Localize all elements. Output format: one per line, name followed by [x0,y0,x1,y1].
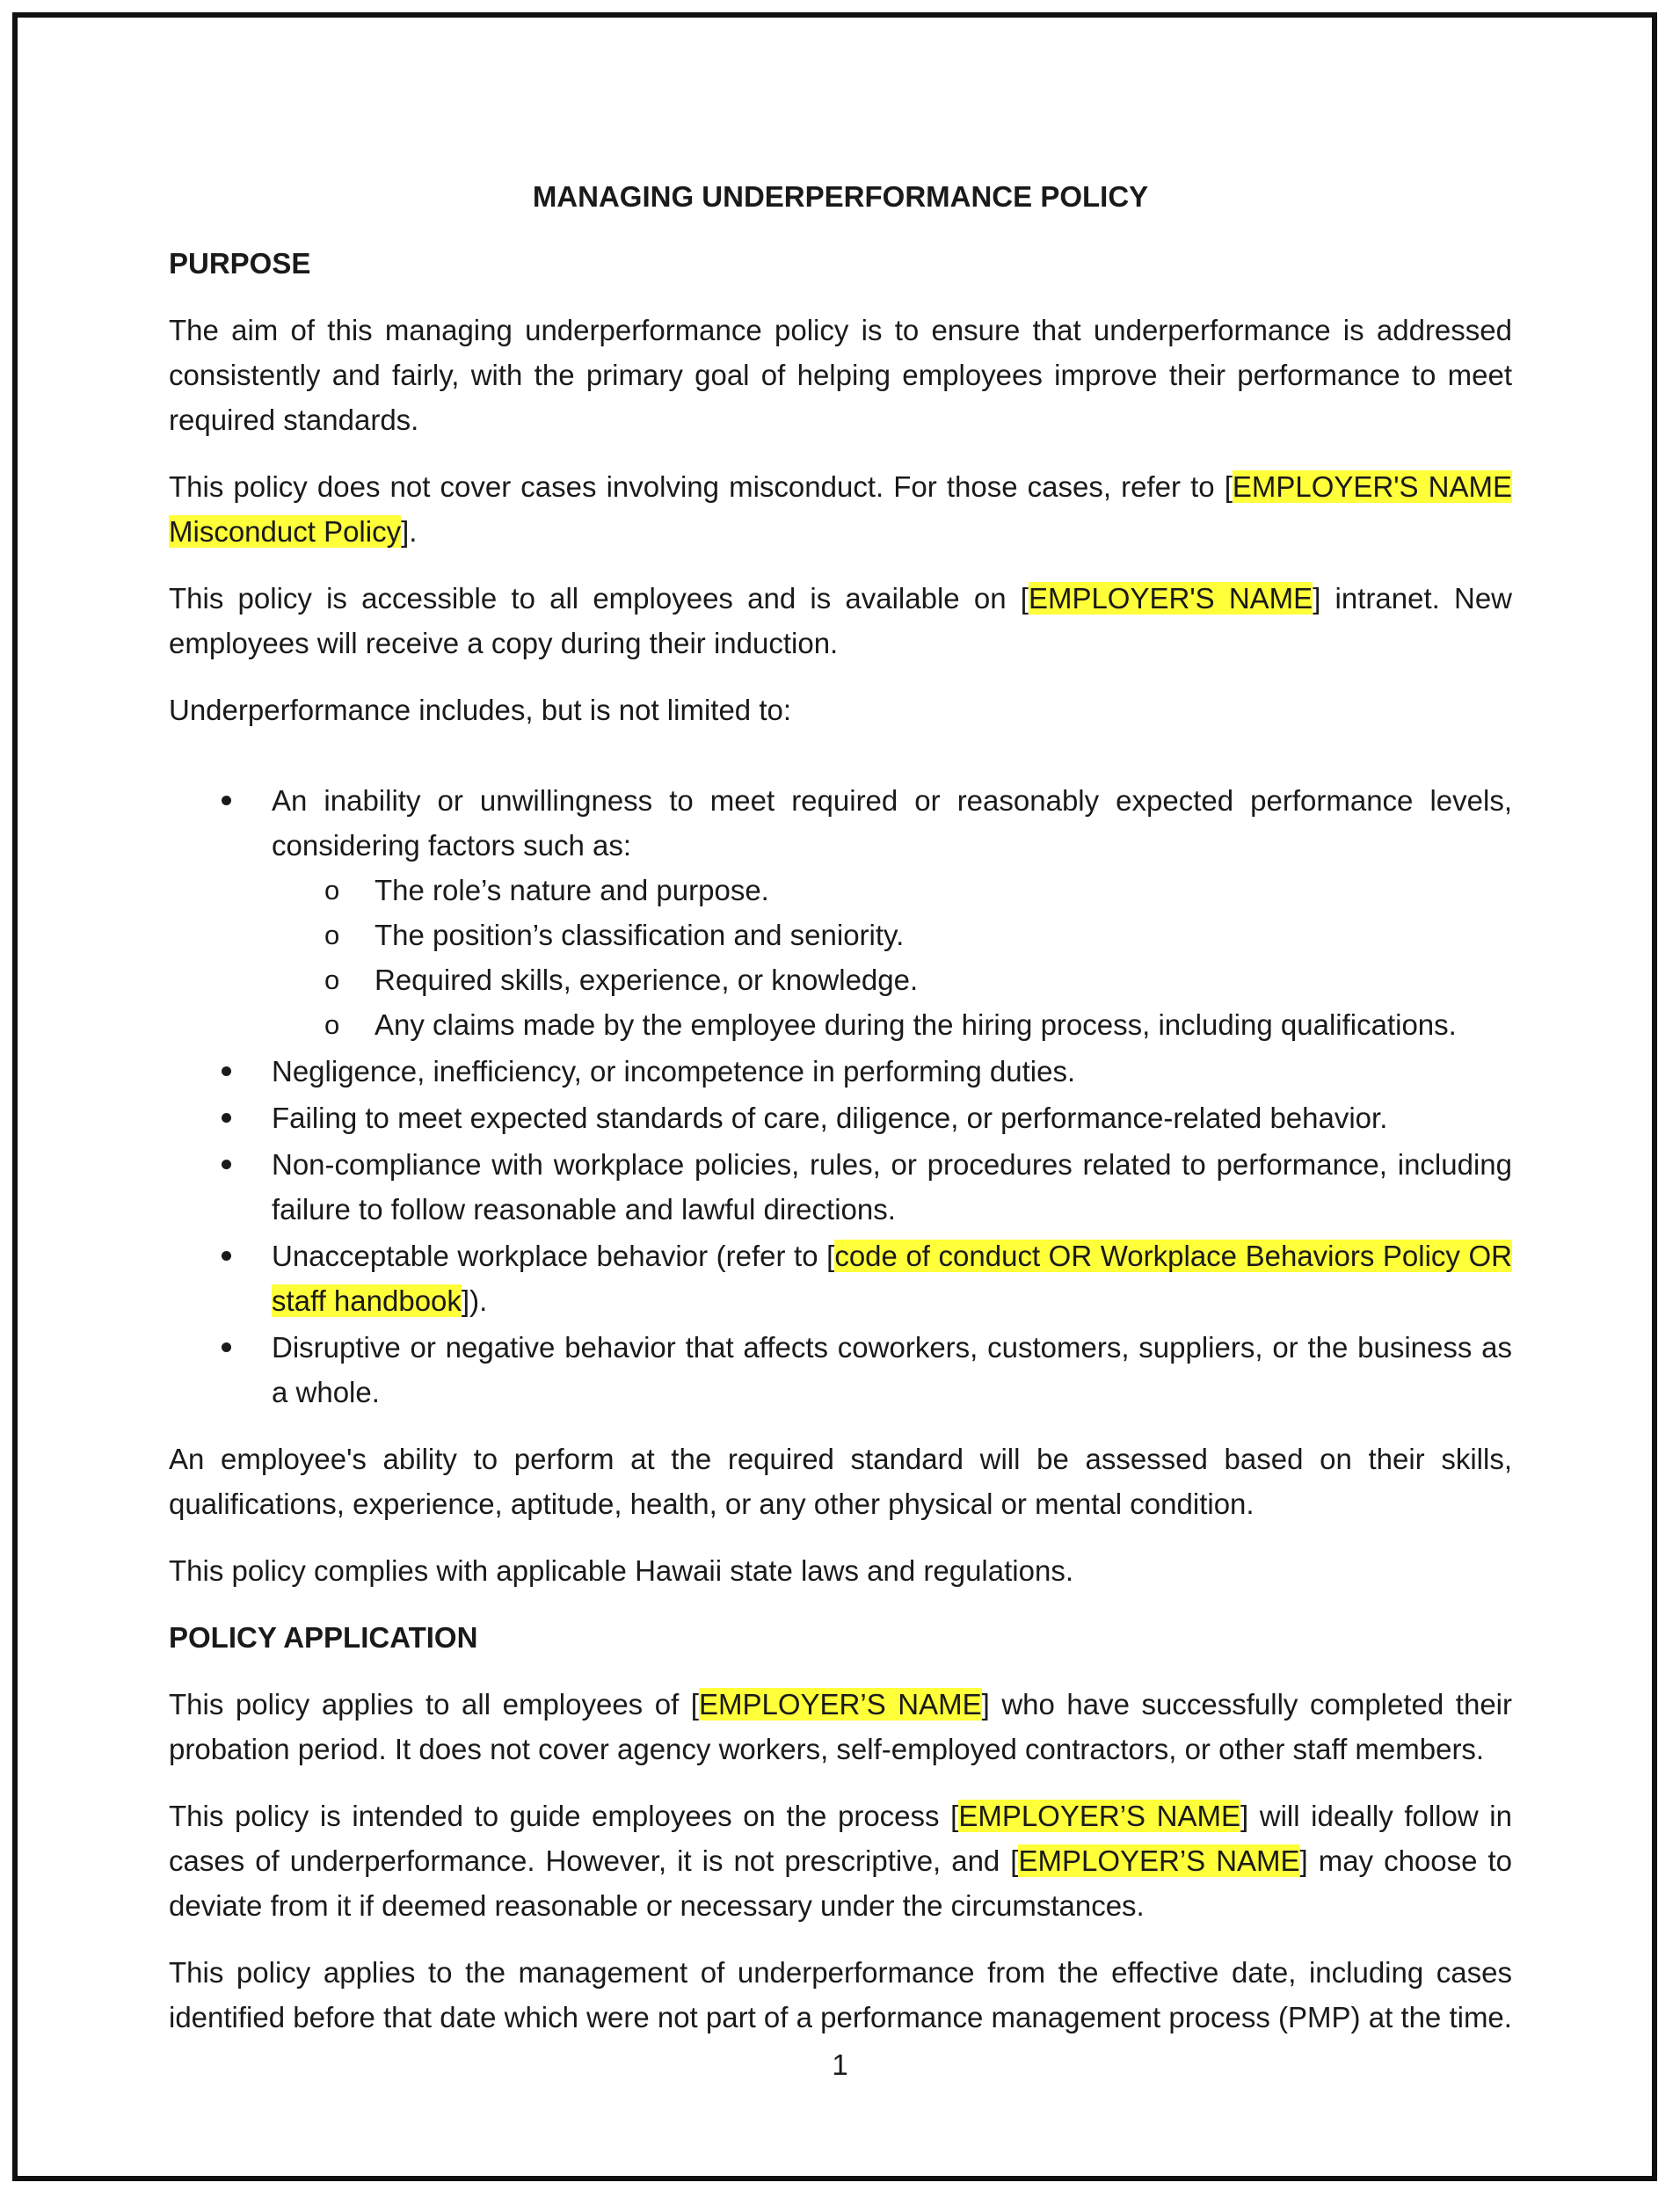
placeholder-highlight: EMPLOYER’S NAME [1018,1844,1300,1877]
underperformance-list [169,778,1512,1415]
text-segment: Unacceptable workplace behavior (refer to [ [272,1240,835,1272]
text-segment: ] may choose to deviate from it if deemed reasonable or necessary under the circumstances. [169,1844,1512,1922]
document-body [169,174,1512,2062]
placeholder-highlight: EMPLOYER'S NAME [1028,582,1313,615]
purpose-paragraph-compliance: This policy complies with applicable Hawaii state laws and regulations. [169,1554,1073,1587]
text-segment: ] intranet. New employees will receive a copy during their induction. [169,582,1513,659]
list-item [169,1095,1512,1140]
text-segment: ] will ideally follow in cases of underperformance. However, it is not prescriptive, and [ [169,1800,1512,1877]
bullet-icon [222,796,231,805]
placeholder-highlight: code of conduct OR Workplace Behaviors Policy OR staff handbook [272,1240,1513,1317]
text-segment: ]. [401,515,418,548]
bullet-icon [222,1066,231,1076]
list-item-text: An inability or unwillingness to meet required or reasonably expected performance levels, considering factors such as: [272,784,1512,862]
purpose-heading: PURPOSE [169,247,311,280]
purpose-paragraph-includes: Underperformance includes, but is not limited to: [169,694,792,726]
list-item [169,1142,1512,1232]
sublist-item-text: Any claims made by the employee during the hiring process, including qualifications. [375,1008,1457,1041]
circle-bullet-icon: o [324,875,340,906]
bullet-icon [222,1113,231,1123]
text-segment: This policy does not cover cases involving misconduct. For those cases, refer to [ [169,470,1233,503]
placeholder-highlight: EMPLOYER’S NAME [698,1688,982,1720]
factors-sublist [272,868,1512,1047]
sublist-item [272,957,1512,1002]
sublist-item-text: The role’s nature and purpose. [375,874,769,906]
text-segment: This policy applies to all employees of [ [169,1688,699,1720]
purpose-paragraph-misconduct [169,464,1512,554]
application-paragraph-effective-date: This policy applies to the management of underperformance from the effective date, including cases identified before that date which were not part of a performance management process (PMP) at the time. [169,1956,1512,2033]
page-number: 1 [832,2048,848,2081]
document-title: MANAGING UNDERPERFORMANCE POLICY [532,180,1149,213]
sublist-item [272,868,1512,913]
sublist-item [272,913,1512,957]
circle-bullet-icon: o [324,964,340,995]
text-segment: This policy is intended to guide employees on the process [ [169,1800,959,1832]
text-segment: This policy is accessible to all employees and is available on [ [169,582,1029,615]
placeholder-highlight: EMPLOYER’S NAME [958,1800,1240,1832]
sublist-item-text: Required skills, experience, or knowledge. [375,964,919,996]
sublist-item-text: The position’s classification and seniority. [375,919,905,951]
application-paragraph-scope [169,1682,1512,1771]
purpose-paragraph-assessment: An employee's ability to perform at the required standard will be assessed based on their skills, qualifications, experience, aptitude, health, or any other physical or mental condition. [169,1443,1512,1520]
text-segment: ]). [461,1284,488,1317]
list-item-text: Negligence, inefficiency, or incompetence in performing duties. [272,1055,1076,1088]
bullet-icon [222,1342,231,1352]
list-item-text: Disruptive or negative behavior that affects coworkers, customers, suppliers, or the business as a whole. [272,1331,1512,1408]
circle-bullet-icon: o [324,1009,340,1040]
purpose-paragraph-aim: The aim of this managing underperformance policy is to ensure that underperformance is addressed consistently and fairly, with the primary goal of helping employees improve their performance to meet required standards. [169,314,1512,436]
list-item [169,1325,1512,1415]
policy-application-heading: POLICY APPLICATION [169,1621,478,1654]
text-segment: ] who have successfully completed their probation period. It does not cover agency workers, self-employed contractors, or other staff members. [169,1688,1512,1765]
circle-bullet-icon: o [324,920,340,950]
list-item-text: Failing to meet expected standards of care, diligence, or performance-related behavior. [272,1102,1388,1134]
sublist-item [272,1002,1512,1047]
list-item-text: Non-compliance with workplace policies, rules, or procedures related to performance, including failure to follow reasonable and lawful directions. [272,1148,1512,1226]
bullet-icon [222,1251,231,1261]
application-paragraph-guidance [169,1793,1512,1928]
bullet-icon [222,1160,231,1169]
list-item [169,1049,1512,1094]
list-item [169,1233,1512,1323]
placeholder-highlight: EMPLOYER'S NAME Misconduct Policy [169,470,1512,548]
list-item [169,778,1512,1047]
purpose-paragraph-access [169,576,1512,666]
